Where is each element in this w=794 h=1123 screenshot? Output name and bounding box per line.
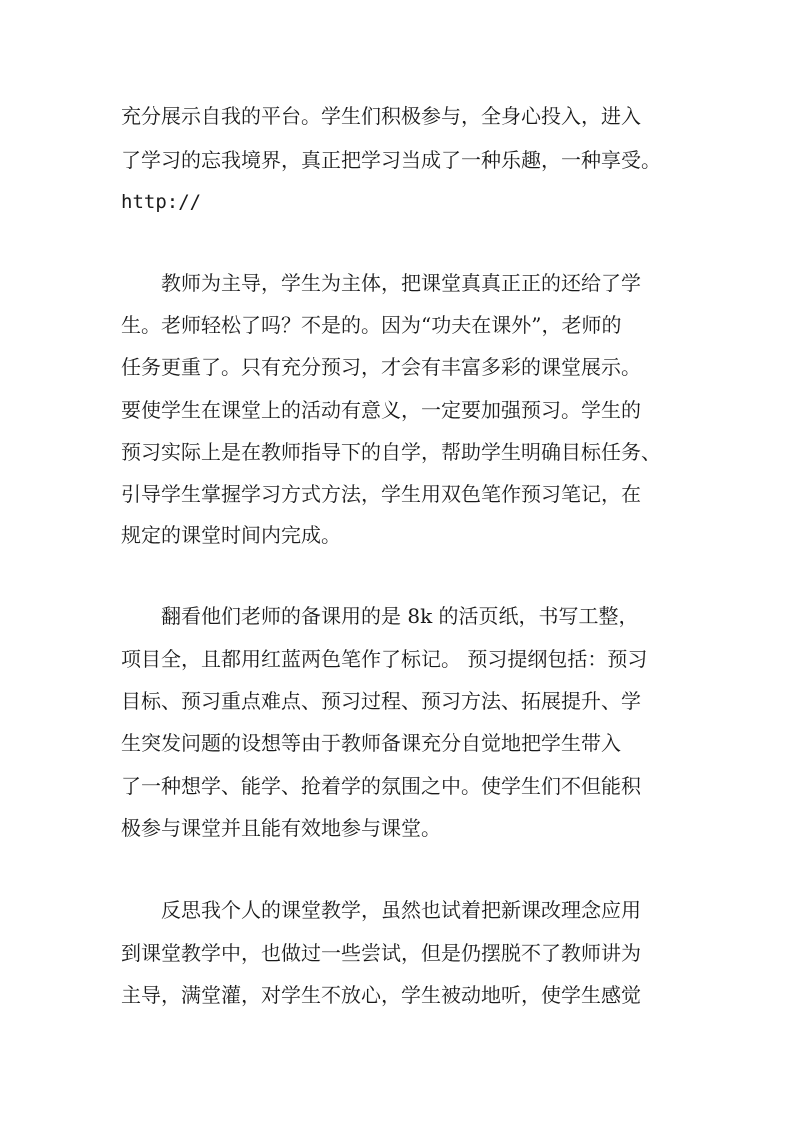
text-line: 生。老师轻松了吗？不是的。因为“功夫在课外”，老师的 — [121, 313, 622, 337]
text-line: 到课堂教学中，也做过一些尝试，但是仍摆脱不了教师讲为 — [121, 941, 641, 965]
text-line: 充分展示自我的平台。学生们积极参与，全身心投入，进入 — [121, 104, 641, 128]
text-line: 生突发问题的设想等由于教师备课充分自觉地把学生带入 — [121, 731, 621, 755]
text-line: 预习实际上是在教师指导下的自学，帮助学生明确目标任务、 — [121, 440, 661, 464]
text-line: 项目全，且都用红蓝两色笔作了标记。 预习提纲包括：预习 — [121, 647, 648, 671]
text-line: 教师为主导，学生为主体，把课堂真真正正的还给了学 — [121, 271, 641, 295]
text-line: 要使学生在课堂上的活动有意义，一定要加强预习。学生的 — [121, 398, 641, 422]
text-line: 引导学生掌握学习方式方法，学生用双色笔作预习笔记，在 — [121, 482, 641, 506]
text-line: 主导，满堂灌，对学生不放心，学生被动地听，使学生感觉 — [121, 983, 641, 1007]
text-line: 反思我个人的课堂教学，虽然也试着把新课改理念应用 — [121, 898, 641, 922]
text-line: 目标、预习重点难点、预习过程、预习方法、拓展提升、学 — [121, 689, 641, 713]
text-line: 任务更重了。只有充分预习，才会有丰富多彩的课堂展示。 — [121, 355, 641, 379]
text-line: 规定的课堂时间内完成。 — [121, 523, 341, 547]
text-line: 了学习的忘我境界，真正把学习当成了一种乐趣，一种享受。 — [121, 148, 661, 172]
text-line: http:// — [121, 191, 202, 213]
text-line: 了一种想学、能学、抢着学的氛围之中。使学生们不但能积 — [121, 774, 641, 798]
text-line: 极参与课堂并且能有效地参与课堂。 — [121, 816, 441, 840]
text-line: 翻看他们老师的备课用的是 8k 的活页纸，书写工整， — [121, 604, 639, 628]
